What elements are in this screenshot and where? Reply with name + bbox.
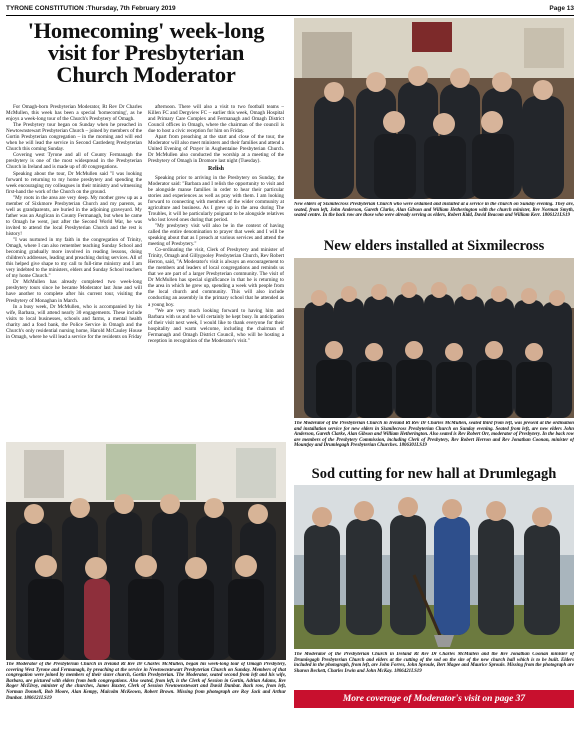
photo-sixmilecross-elders: [294, 18, 574, 199]
photo-image: [6, 442, 286, 660]
photo-image: [294, 485, 574, 649]
more-coverage-banner[interactable]: More coverage of Moderator's visit on page 37: [294, 690, 574, 708]
paragraph: "My roots in the area are very deep. My mother grew up as a member of Sixkmore Presbyterian Church and my parents, as well as grandparents, are buried in the adjoining graveyard. My father was an Anglican in County Fermanagh, but when he came to Omagh he went, just after the Second World War, he was invited to attend the local Presbyterian Church and the rest is history!: [6, 194, 142, 237]
paper-name-date: TYRONE CONSTITUTION :Thursday, 7th February 2019: [6, 5, 176, 12]
paragraph: "We are very much looking forward to having him and Barbara with us and he will certainly be kept busy. In anticipation of their visit next week, I would like to thank everyone for their hospitality and warm welcome, including the chairman of Fermanagh and Omagh District Council, who will be hosting a reception in recognition of the Moderator's visit.": [148, 307, 284, 344]
paragraph: In a busy week, Dr McMullen, who is accompanied by his wife, Barbara, will attend nearly 30 engagements. These include visits to local businesses, schools and farms, a mental health charity and a food bank, the Police Service in Omagh and the Church's only residential nursing home, Harold McCauley House in Omagh, where he will lead a service for the residents on Friday: [6, 303, 142, 340]
paragraph: "I was nurtured in my faith in the congregation of Trinity, Omagh, where I can also remember teaching Sunday School and becoming gradually more involved in reading lessons, doing children's addresses, leading and preaching during services. All of this helped give shape to my call to full-time ministry and I am very indebted to the ministers, elders and Sunday School teachers of my home Church.": [6, 237, 142, 280]
paragraph: For Omagh-born Presbyterian Moderator, Rt Rev Dr Charles McMullen, this week has been a special 'homecoming', as he enjoys a week-long tour of the Church's Presbytery of Omagh.: [6, 104, 142, 123]
photo-newtownstewart-elders: [6, 442, 286, 660]
paragraph: Speaking about the tour, Dr McMullen said "I was looking forward to returning to my home presbytery and spending the week encouraging my colleagues in their ministry and witnessing first-hand the work of the Church on the ground.: [6, 170, 142, 195]
photo-caption: New elders of Sixmilecross Presbyterian Church who were ordained and installed at a service in the church on Sunday evening. They are, seated, from left, John Anderson, Gareth Clarke, Alan Gibson and William Hetherington with the church minister, Rev Norman Smyth, seated centre. In the back row are those who were already serving as elders, Robert Kidd, David Beacom and William Kerr. 1806121LS19: [294, 202, 574, 219]
headline-line-2: visit for Presbyterian: [47, 40, 245, 65]
photo-caption: The Moderator of the Presbyterian Church in Ireland Rt Rev Dr Charles McMullen, seated third from left, was present at the ordination and installation service for new elders in Sixmilecross Presbyterian Church on Sunday evening. Seated from left, are new elders John Anderson, Gareth Clarke, Alan Gibson and William Hetherington. Also seated is Rev Robert Orr, moderator of Presbytery. In the back row are members of the Presbytery Commission, including Clerk of Presbytery, Rev Robert Herron and Rev Jonathan Coonan, minister of Mountjoy and Drumlegagh Presbyterian Churches. 1806301LS19: [294, 421, 574, 449]
headline-line-1: 'Homecoming' week-long: [27, 18, 265, 43]
photo-caption: The Moderator of the Presbyterian Church in Ireland Rt Rev Dr Charles McMullen, began his week-long tour of Omagh Presbytery, covering West Tyrone and Fermanagh, by preaching at the service in Newtownstewart Presbyterian Church on Sunday. Members of that congregation were joined by members of their sister church, Gortin Presbyterian. The Moderator, seated second from left and his wife, Barbara, are pictured with elders from both congregations. Also seated, from left, is the Clerk of Session in Gortin, Adrian Adams, Rev Roger McElroy, minister of the churches, James Baxter, Clerk of Session Newtownstewart and David Dunbar. Back row, from left, Norman Donnell, Bob Moore, Alan Kempy, Malcolm McKeown, Robert Brown. Missing from photograph are Roy Jack and Arthur Dunbar. 1806121LS19: [6, 662, 286, 701]
section-heading: New elders installed at Sixmilecross: [323, 238, 545, 254]
paragraph: Speaking prior to arriving in the Presbytery on Sunday, the Moderator said: "Barbara and I relish the opportunity to visit and be alongside manse families in order to hear their particular stories and experiences as well as pray with them. I am looking forward to connecting with members of the wider community at agriculture and business. As I grew up in the area during The Troubles, it will be particularly poignant to be alongside relatives who lost loved ones during that period.: [148, 174, 284, 223]
paragraph: afternoon. There will also a visit to two football teams – Killen FC and Dergview FC – earlier this week, Omagh Hospital and Primary Care Complex and Fermanagh and Omagh District Council offices in Omagh, where the chairman of the council is due to host a civic reception for him on Friday.: [148, 104, 284, 135]
photo-image: [294, 258, 574, 418]
paragraph: Covering west Tyrone and all of County Fermanagh the presbytery is one of the most widespread in the Presbyterian Church in Ireland and is made up of 40 congregations.: [6, 152, 142, 171]
photo-image: [294, 18, 574, 199]
paragraph: Apart from preaching at the start and close of the tour, the Moderator will also meet ministers and their families and attend a United Evening of Prayer in Aughentaine Presbyterian Church. Dr McMullen also conducted the worship at a meeting of the Presbytery of Omagh in Dromore last night (Tuesday).: [148, 134, 284, 165]
paragraph: Dr McMullen has already completed two week-long presbytery tours since he became Moderator last June and will have another to complete after his current tour, visiting the Presbytery of Monaghan in March.: [6, 279, 142, 304]
photo-moderator-sixmilecross: [294, 258, 574, 418]
headline-line-3: Church Moderator: [56, 62, 236, 87]
page-header: [6, 3, 574, 16]
article-headline: [6, 20, 286, 86]
photo-drumlegagh-sod-cutting: [294, 485, 574, 649]
article-column-2: [148, 104, 284, 438]
paragraph: "My presbytery visit will also be in the context of having called the entire denomination to prayer that week and I will be speaking about that as I preach at various services and attend the meeting of Presbytery.": [148, 222, 284, 248]
article-column-1: [6, 104, 142, 438]
photo-caption: The Moderator of the Presbyterian Church in Ireland Rt Rev Dr Charles McMullen and the Rev Jonathan Coonan minister of Drumlegagh Presbyterian Church and elders at the cutting of the sod on the site of the new church hall which is to be built. Elders included in the photograph, from left, are John Forres, John Sproule, Bert Magee and Maurice Sproule. Missing from the photograph are Sharon Beckett, Charles Irwin and John McKay. 1806421LS19: [294, 652, 574, 674]
article-subhead: Relish: [207, 166, 224, 173]
page-number: Page 13: [549, 5, 574, 12]
section-heading: Sod cutting for new hall at Drumlegagh: [311, 466, 557, 482]
paragraph: Co-ordinating the visit, Clerk of Presbytery and minister of Trinity, Omagh and Gillygooley Presbyterian Church, Rev Robert Herron, said, "A Moderator's visit is always an encouragement to the members and leaders of local congregations and reminds us that we are part of a larger Presbyterian community. The visit of Dr McMullen has special significance in that he is returning to the area in which he grew up, spending a week with people from the local church and community. This will also include conducting an assembly in the primary school that he attended as a young boy.: [148, 247, 284, 308]
paragraph: The Presbytery tour began on Sunday when he preached in Newtownstewart Presbyterian Church – joined by members of the Gortin Presbyterian congregation – in the morning and will end when he will lead the service in Second Castlederg Presbyterian Church this coming Sunday.: [6, 122, 142, 153]
